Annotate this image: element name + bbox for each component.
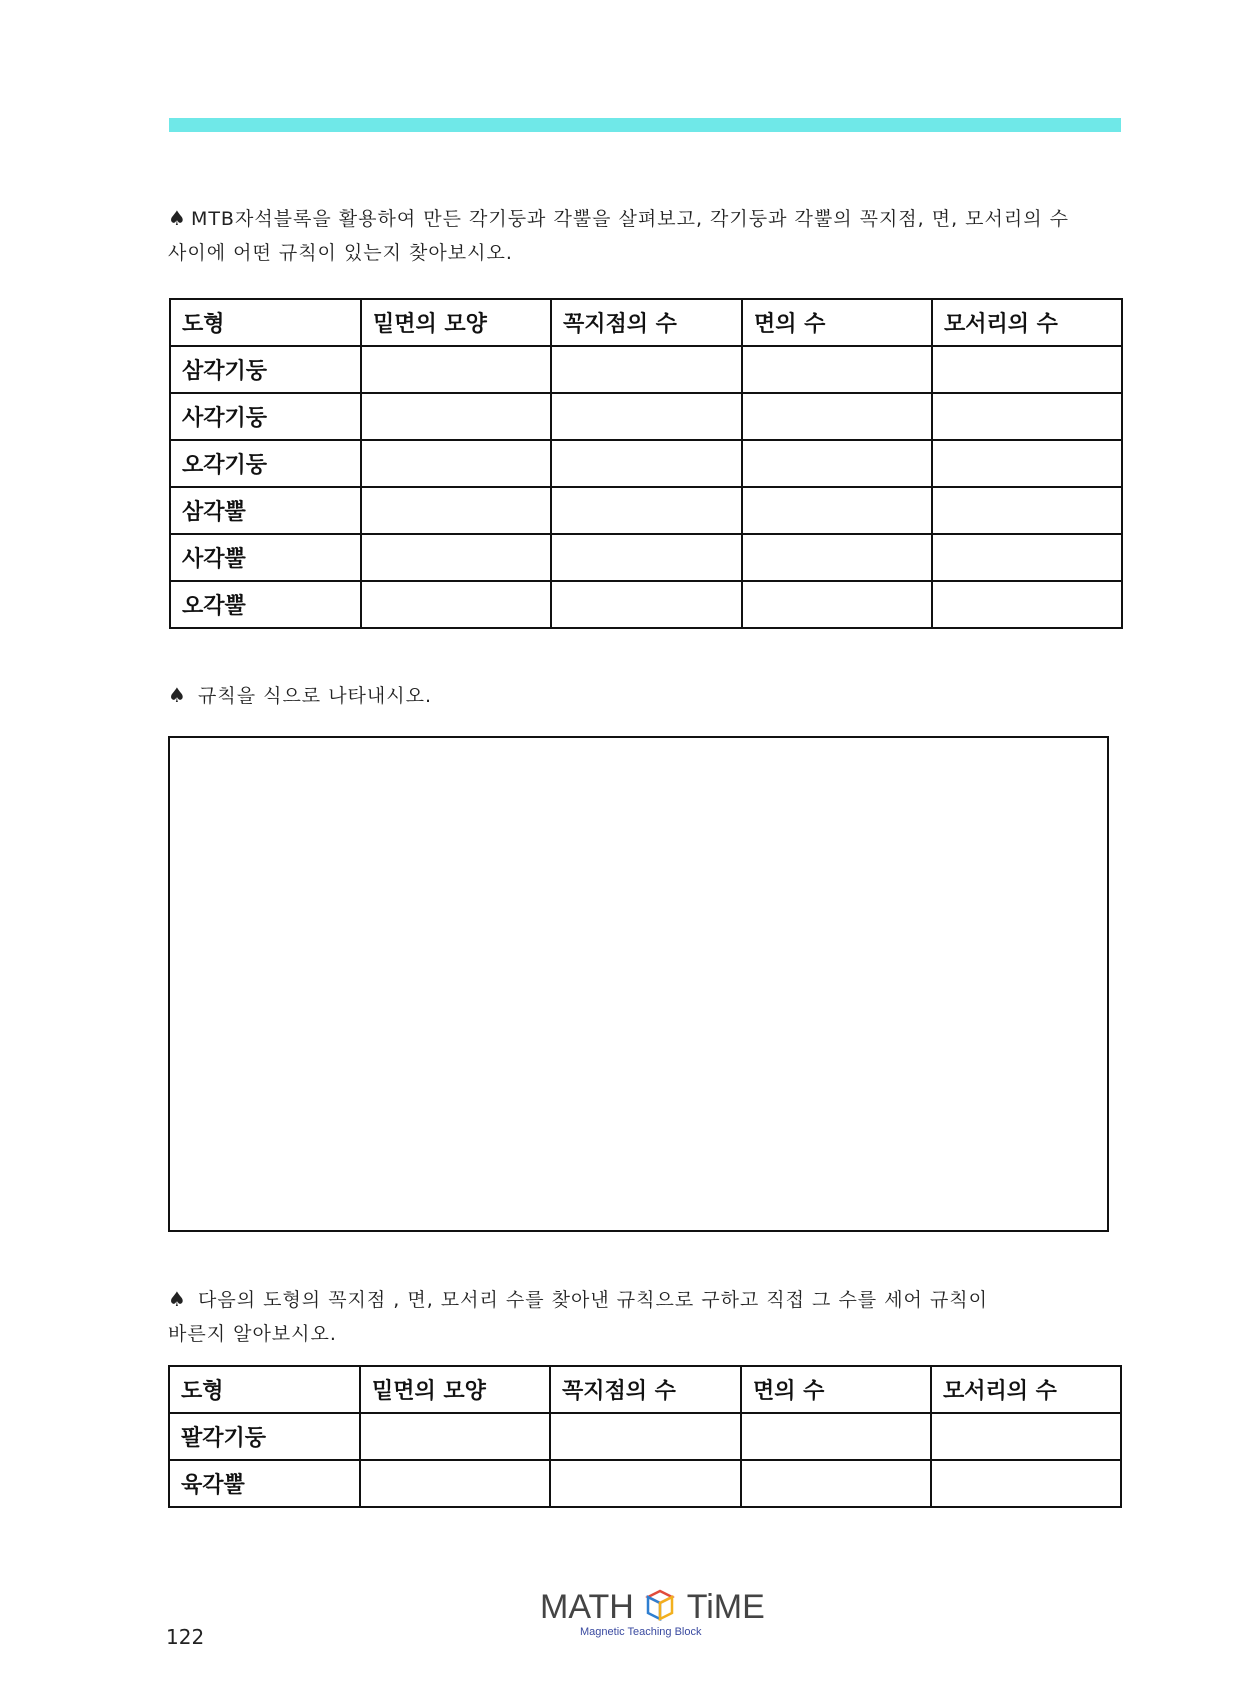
answer-cell[interactable] [932, 534, 1122, 581]
top-accent-bar [169, 118, 1121, 132]
row-label: 삼각뿔 [170, 487, 361, 534]
section1-instruction-line1 [168, 201, 1128, 236]
section1-instruction-line2: 사이에 어떤 규칙이 있는지 찾아보시오. [168, 242, 513, 264]
section3-instruction-line2: 바른지 알아보시오. [168, 1323, 337, 1345]
header-shape: 도형 [169, 1366, 360, 1413]
shape-table-1 [169, 298, 1123, 629]
answer-cell[interactable] [741, 1460, 931, 1507]
answer-cell[interactable] [361, 534, 551, 581]
section1-instruction [168, 201, 1128, 270]
answer-cell[interactable] [360, 1413, 550, 1460]
table-row [170, 487, 1122, 534]
instruction-text: 다음의 도형의 꼭지점 , 면, 모서리 수를 찾아낸 규칙으로 구하고 직접 그 수를 세어 규칙이 [197, 1289, 989, 1311]
spade-icon: ♠ [168, 1287, 187, 1311]
header-face-count: 면의 수 [741, 1366, 931, 1413]
table-row [170, 440, 1122, 487]
answer-cell[interactable] [551, 393, 742, 440]
answer-cell[interactable] [741, 1413, 931, 1460]
spade-icon: ♠ [168, 683, 187, 707]
table-header-row [169, 1366, 1121, 1413]
header-shape: 도형 [170, 299, 361, 346]
instruction-text: MTB자석블록을 활용하여 만든 각기둥과 각뿔을 살펴보고, 각기둥과 각뿔의 꼭지점, 면, 모서리의 수 [190, 208, 1069, 230]
header-face-count: 면의 수 [742, 299, 932, 346]
row-label: 사각기둥 [170, 393, 361, 440]
header-vertex-count: 꼭지점의 수 [551, 299, 742, 346]
cube-logo-icon [645, 1588, 675, 1622]
answer-cell[interactable] [932, 487, 1122, 534]
row-label: 팔각기둥 [169, 1413, 360, 1460]
answer-cell[interactable] [551, 581, 742, 628]
logo-right-text: TiME [686, 1588, 765, 1626]
answer-cell[interactable] [550, 1413, 741, 1460]
answer-cell[interactable] [742, 346, 932, 393]
table-row [169, 1460, 1121, 1507]
header-base-shape: 밑면의 모양 [361, 299, 551, 346]
answer-cell[interactable] [550, 1460, 741, 1507]
answer-cell[interactable] [931, 1460, 1121, 1507]
answer-cell[interactable] [551, 440, 742, 487]
answer-cell[interactable] [742, 581, 932, 628]
answer-cell[interactable] [361, 346, 551, 393]
math-time-logo [540, 1588, 765, 1640]
answer-cell[interactable] [551, 346, 742, 393]
table-row [170, 393, 1122, 440]
header-edge-count: 모서리의 수 [931, 1366, 1121, 1413]
answer-cell[interactable] [551, 487, 742, 534]
logo-left-text: MATH [540, 1588, 634, 1626]
answer-cell[interactable] [932, 440, 1122, 487]
answer-cell[interactable] [360, 1460, 550, 1507]
logo-wordmark [540, 1588, 765, 1627]
section3-instruction [168, 1282, 1128, 1351]
row-label: 삼각기둥 [170, 346, 361, 393]
instruction-text: 규칙을 식으로 나타내시오. [197, 685, 432, 707]
rule-answer-box[interactable] [168, 736, 1109, 1232]
answer-cell[interactable] [742, 393, 932, 440]
logo-subtitle: Magnetic Teaching Block [580, 1626, 702, 1638]
header-base-shape: 밑면의 모양 [360, 1366, 550, 1413]
table-row [169, 1413, 1121, 1460]
row-label: 육각뿔 [169, 1460, 360, 1507]
answer-cell[interactable] [361, 581, 551, 628]
header-vertex-count: 꼭지점의 수 [550, 1366, 741, 1413]
answer-cell[interactable] [931, 1413, 1121, 1460]
answer-cell[interactable] [361, 487, 551, 534]
section3-instruction-line1 [168, 1282, 1128, 1317]
page-number: 122 [166, 1625, 205, 1649]
row-label: 오각뿔 [170, 581, 361, 628]
answer-cell[interactable] [932, 393, 1122, 440]
row-label: 사각뿔 [170, 534, 361, 581]
answer-cell[interactable] [742, 487, 932, 534]
table-row [170, 534, 1122, 581]
header-edge-count: 모서리의 수 [932, 299, 1122, 346]
answer-cell[interactable] [361, 393, 551, 440]
answer-cell[interactable] [932, 581, 1122, 628]
section2-instruction [168, 678, 1128, 713]
answer-cell[interactable] [932, 346, 1122, 393]
table-header-row [170, 299, 1122, 346]
shape-table-2 [168, 1365, 1122, 1508]
answer-cell[interactable] [742, 534, 932, 581]
row-label: 오각기둥 [170, 440, 361, 487]
answer-cell[interactable] [551, 534, 742, 581]
answer-cell[interactable] [742, 440, 932, 487]
table-row [170, 581, 1122, 628]
table-row [170, 346, 1122, 393]
spade-icon: ♠ [168, 206, 187, 230]
answer-cell[interactable] [361, 440, 551, 487]
